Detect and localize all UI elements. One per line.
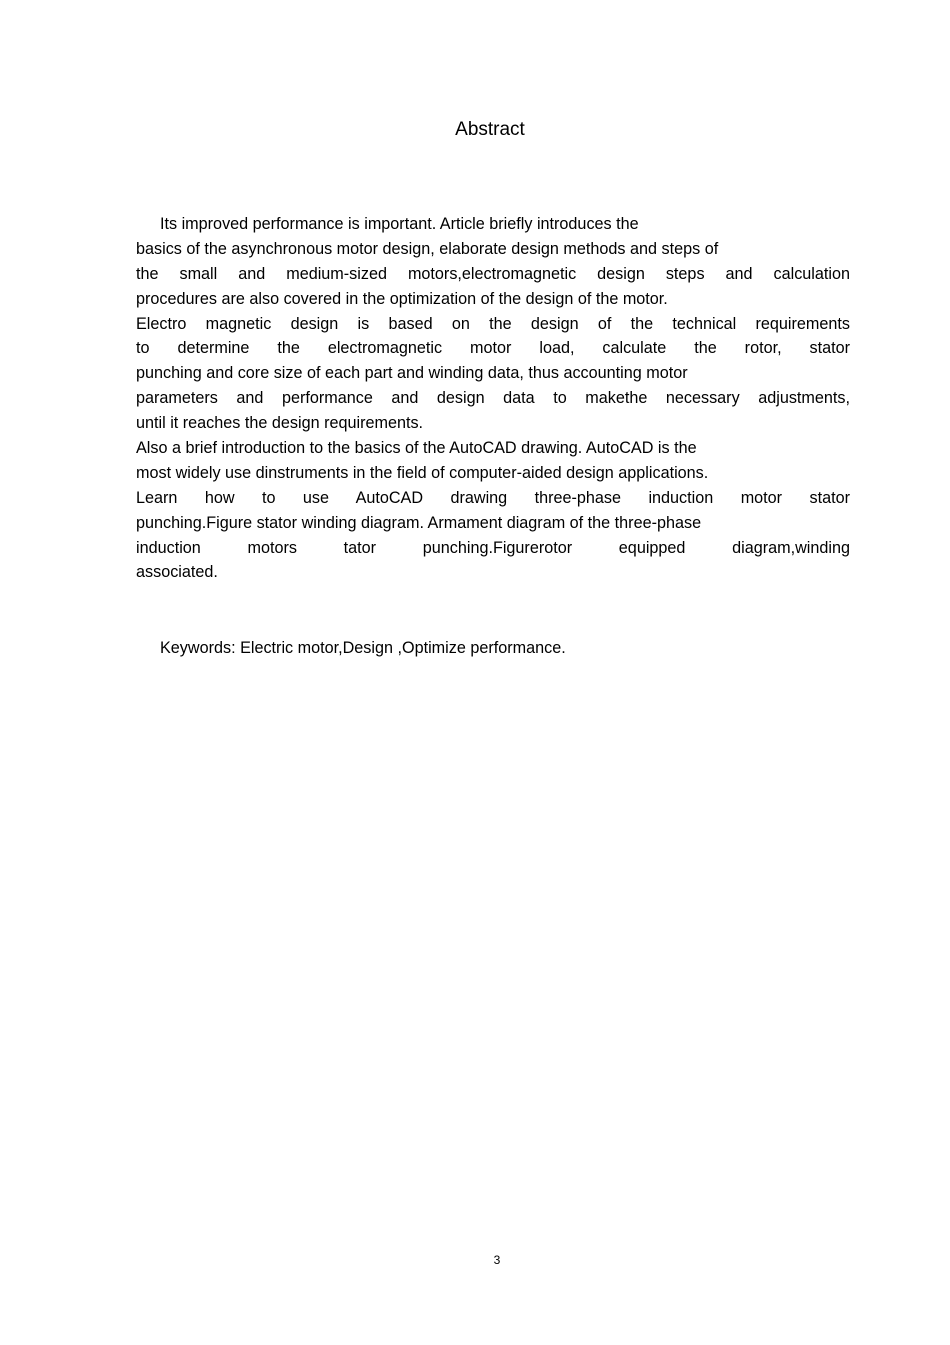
abstract-line: punching.Figure stator winding diagram. Armament diagram of the three-phase — [136, 513, 702, 532]
abstract-line: to determine the electromagnetic motor load, calculate the rotor, stator — [136, 339, 850, 358]
abstract-line: the small and medium-sized motors,electromagnetic design steps and calculation — [136, 264, 850, 283]
abstract-body — [136, 212, 850, 585]
abstract-line: punching and core size of each part and winding data, thus accounting motor — [136, 364, 688, 383]
abstract-line: induction motors tator punching.Figurerotor equipped diagram,winding — [136, 538, 850, 557]
page-title: Abstract — [455, 119, 525, 140]
abstract-line: basics of the asynchronous motor design, elaborate design methods and steps of — [136, 239, 719, 258]
page-number: 3 — [493, 1253, 501, 1267]
abstract-line: Its improved performance is important. Article briefly introduces the — [160, 215, 639, 233]
abstract-line: Also a brief introduction to the basics of the AutoCAD drawing. AutoCAD is the — [136, 439, 697, 458]
abstract-line: Electro magnetic design is based on the design of the technical requirements — [136, 314, 850, 333]
abstract-line: procedures are also covered in the optimization of the design of the motor. — [136, 289, 668, 308]
abstract-line: Learn how to use AutoCAD drawing three-phase induction motor stator — [136, 488, 850, 507]
abstract-line: most widely use dinstruments in the field of computer-aided design applications. — [136, 463, 709, 482]
keywords-line: Keywords: Electric motor,Design ,Optimize performance. — [160, 639, 566, 657]
abstract-line: parameters and performance and design data to makethe necessary adjustments, — [136, 389, 850, 408]
abstract-line: associated. — [136, 563, 218, 582]
abstract-line: until it reaches the design requirements. — [136, 414, 424, 433]
